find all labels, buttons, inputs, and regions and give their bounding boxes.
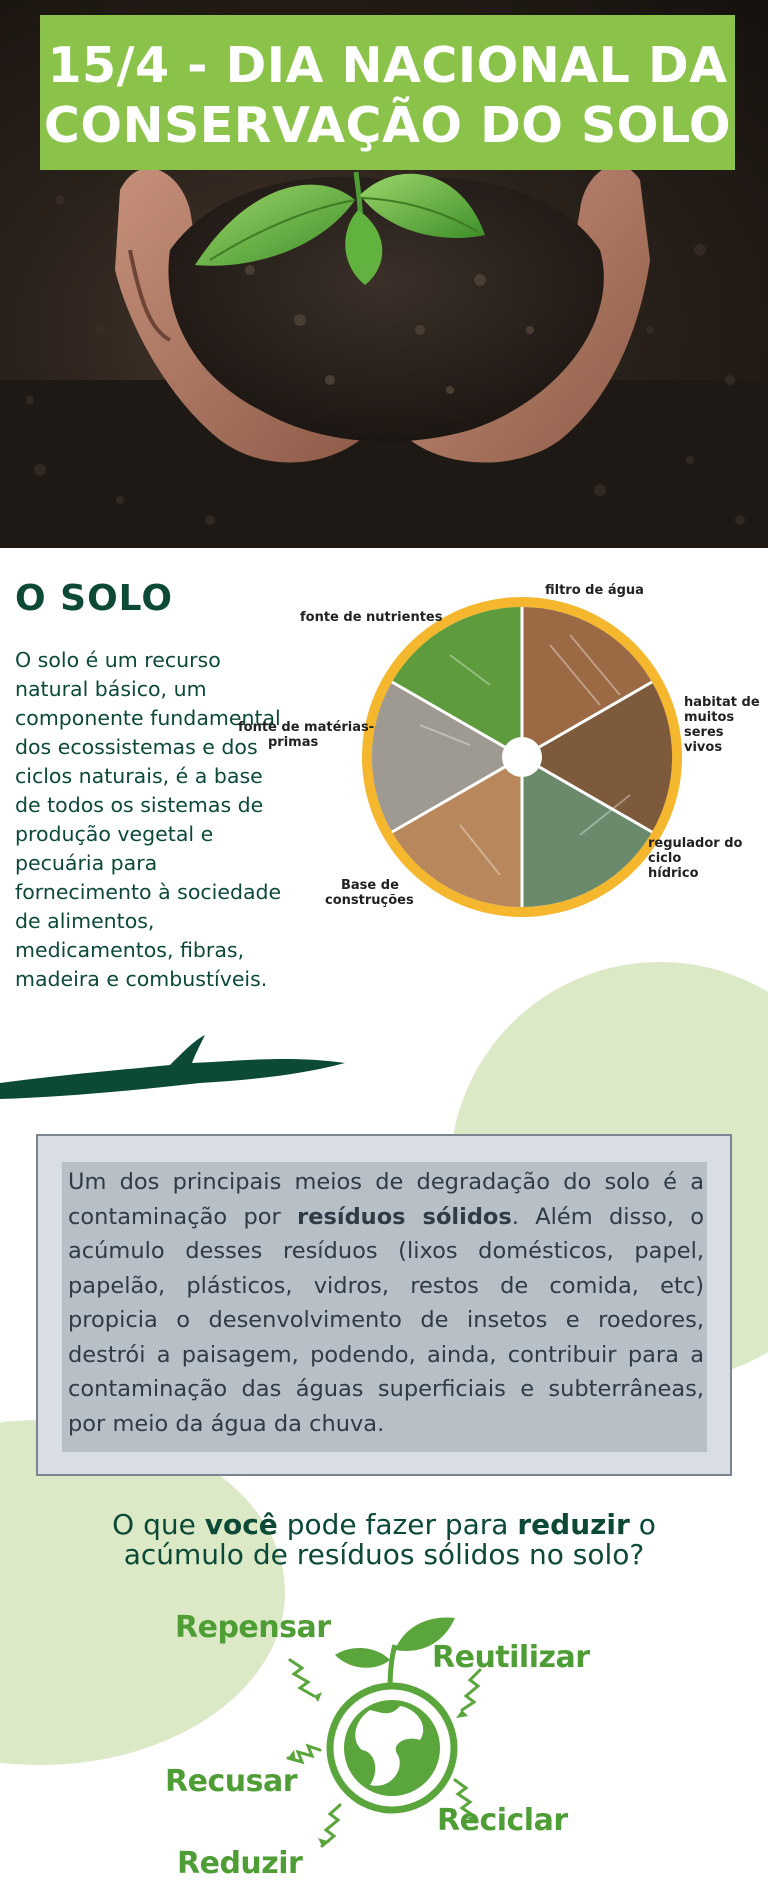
label-raw-materials: fonte de matérias- primas [238, 720, 375, 750]
title-banner [40, 15, 735, 170]
title-line-2: CONSERVAÇÃO DO SOLO [43, 97, 732, 154]
info-box [36, 1134, 732, 1476]
info-text: Um dos principais meios de degradação do solo é a contaminação por resíduos sólidos. Além disso, o acúmulo desses resíduos (lixos domésticos, papel, papelão, plásticos, vidros, restos de comida, etc) propicia o desenvolvimento de insetos e roedores, destrói a paisagem, podendo, ainda, contribuir para a contaminação das águas superficiais e subterrâneas, por meio da água da chuva. [68, 1169, 704, 1437]
label-repensar: Repensar [175, 1610, 331, 1645]
label-nutrients: fonte de nutrientes [300, 610, 443, 625]
hero-image [0, 0, 768, 548]
label-habitat: habitat de muitos seres vivos [684, 695, 760, 755]
swoosh-decoration [0, 1025, 350, 1105]
label-construction: Base de construções [325, 878, 414, 908]
info-highlight: resíduos sólidos [297, 1203, 512, 1230]
question-heading: O que você pode fazer para reduzir o acúmulo de resíduos sólidos no solo? [112, 1508, 656, 1571]
title-line-1: 15/4 - DIA NACIONAL DA [47, 37, 728, 94]
solo-heading: O SOLO [15, 578, 173, 619]
label-reutilizar: Reutilizar [432, 1640, 590, 1675]
label-reciclar: Reciclar [437, 1803, 568, 1838]
label-water-regulator: regulador do ciclo hídrico [648, 836, 743, 881]
label-reduzir: Reduzir [177, 1846, 303, 1881]
soil-functions-wheel [350, 585, 695, 920]
label-recusar: Recusar [165, 1764, 297, 1799]
label-water-filter: filtro de água [545, 583, 644, 598]
solo-description: O solo é um recurso natural básico, um componente fundamental dos ecossistemas e dos ciclos naturais, é a base de todos os sistemas de produção vegetal e pecuária para fornecimento à sociedade de alimentos, medicamentos, fibras, madeira e combustíveis. [15, 648, 282, 991]
info-inner [62, 1162, 707, 1452]
